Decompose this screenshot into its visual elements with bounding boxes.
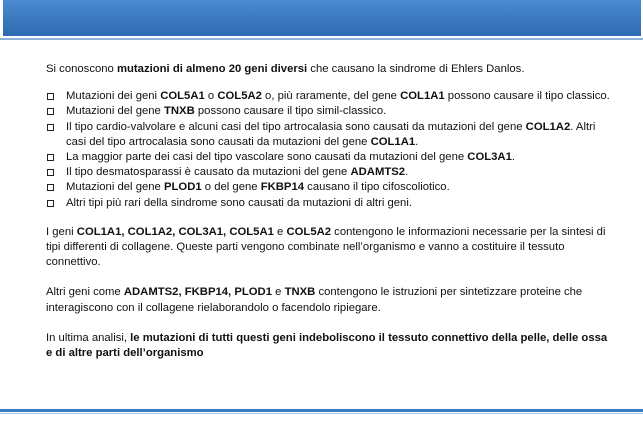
conclusion-paragraph [46,331,616,361]
checkbox-bullet-icon [47,93,54,100]
checkbox-bullet-icon [47,200,54,207]
para-text: contengono le informazioni necessarie per la sintesi di tipi differenti di collagene. Queste parti vengono combinate nell’organismo e vanno a costituire il tessuto connettivo. [46,225,606,269]
gene-name: COL3A1 [467,151,512,164]
checkbox-bullet-icon [47,154,54,161]
gene-names: ADAMTS2, FKBP14, PLOD1 [123,286,272,299]
para-text: In ultima analisi, [46,331,131,344]
gene-name: TNXB [163,105,195,118]
list-item [46,180,616,195]
item-text: Mutazioni del gene [66,105,164,118]
list-item [46,150,616,165]
intro-paragraph [46,62,616,77]
para-text: I geni [46,225,77,238]
item-text: o, più raramente, del gene [261,90,401,103]
intro-text: Si conoscono [46,63,117,75]
item-text: . [405,166,409,179]
item-text: possono causare il tipo simil-classico. [194,105,387,118]
protein-paragraph [46,285,616,315]
item-text: causano il tipo cifoscoliotico. [304,181,450,194]
gene-name: COL5A1 [160,90,205,103]
list-item [46,165,616,180]
checkbox-bullet-icon [47,108,54,115]
footer-rule-thin [0,413,643,414]
item-text: La maggior parte dei casi del tipo vascolare sono causati da mutazioni del gene [66,151,468,164]
list-item [46,196,616,211]
gene-names: COL1A1, COL1A2, COL3A1, COL5A1 [76,225,274,238]
item-text: possono causare il tipo classico. [444,90,610,103]
intro-text-end: che causano la sindrome di Ehlers Danlos. [307,63,525,75]
list-item [46,120,616,150]
list-item [46,104,616,119]
gene-name: COL1A1 [370,135,416,148]
gene-name: TNXB [284,286,316,299]
checkbox-bullet-icon [47,124,54,131]
gene-name: COL5A2 [286,225,332,238]
list-item [46,89,616,104]
checkbox-bullet-icon [47,169,54,176]
gene-name: FKBP14 [260,181,305,194]
header-rule [0,38,643,40]
item-text: . [415,135,419,148]
para-text: e [272,286,285,299]
para-text: e [273,225,287,238]
item-text: . Altri casi del tipo artrocalasia sono causati da mutazioni del gene [66,120,596,148]
header-banner [3,0,641,36]
collagen-paragraph [46,225,616,271]
item-text: . [511,151,516,164]
document-body [46,62,616,361]
para-text: contengono le istruzioni per sintetizzare proteine che interagiscono con il collagene rielaborandolo o facendolo ripiegare. [46,286,583,314]
para-text: Altri geni come [46,286,124,299]
item-text: Altri tipi più rari della sindrome sono causati da mutazioni di altri geni. [66,196,412,209]
item-text: o [204,90,218,103]
conclusion-bold: le mutazioni di tutti questi geni indeboliscono il tessuto connettivo della pelle, delle ossa e di altre parti dell’organismo [46,331,608,360]
footer-rule [0,409,643,412]
gene-name: COL1A1 [400,90,445,103]
gene-name: ADAMTS2 [350,166,406,179]
item-text: Mutazioni del gene [66,181,164,194]
gene-name: COL5A2 [217,90,262,103]
item-text: Il tipo desmatosparassi è causato da mutazioni del gene [66,166,351,179]
intro-bold: mutazioni di almeno 20 geni diversi [116,63,308,75]
item-text: Il tipo cardio-valvolare e alcuni casi del tipo artrocalasia sono causati da mutazioni del gene [66,120,526,133]
gene-name: PLOD1 [163,181,202,194]
item-text: o del gene [201,181,261,194]
gene-list [46,89,616,211]
item-text: Mutazioni dei geni [66,90,161,103]
checkbox-bullet-icon [47,184,54,191]
gene-name: COL1A2 [525,120,571,133]
